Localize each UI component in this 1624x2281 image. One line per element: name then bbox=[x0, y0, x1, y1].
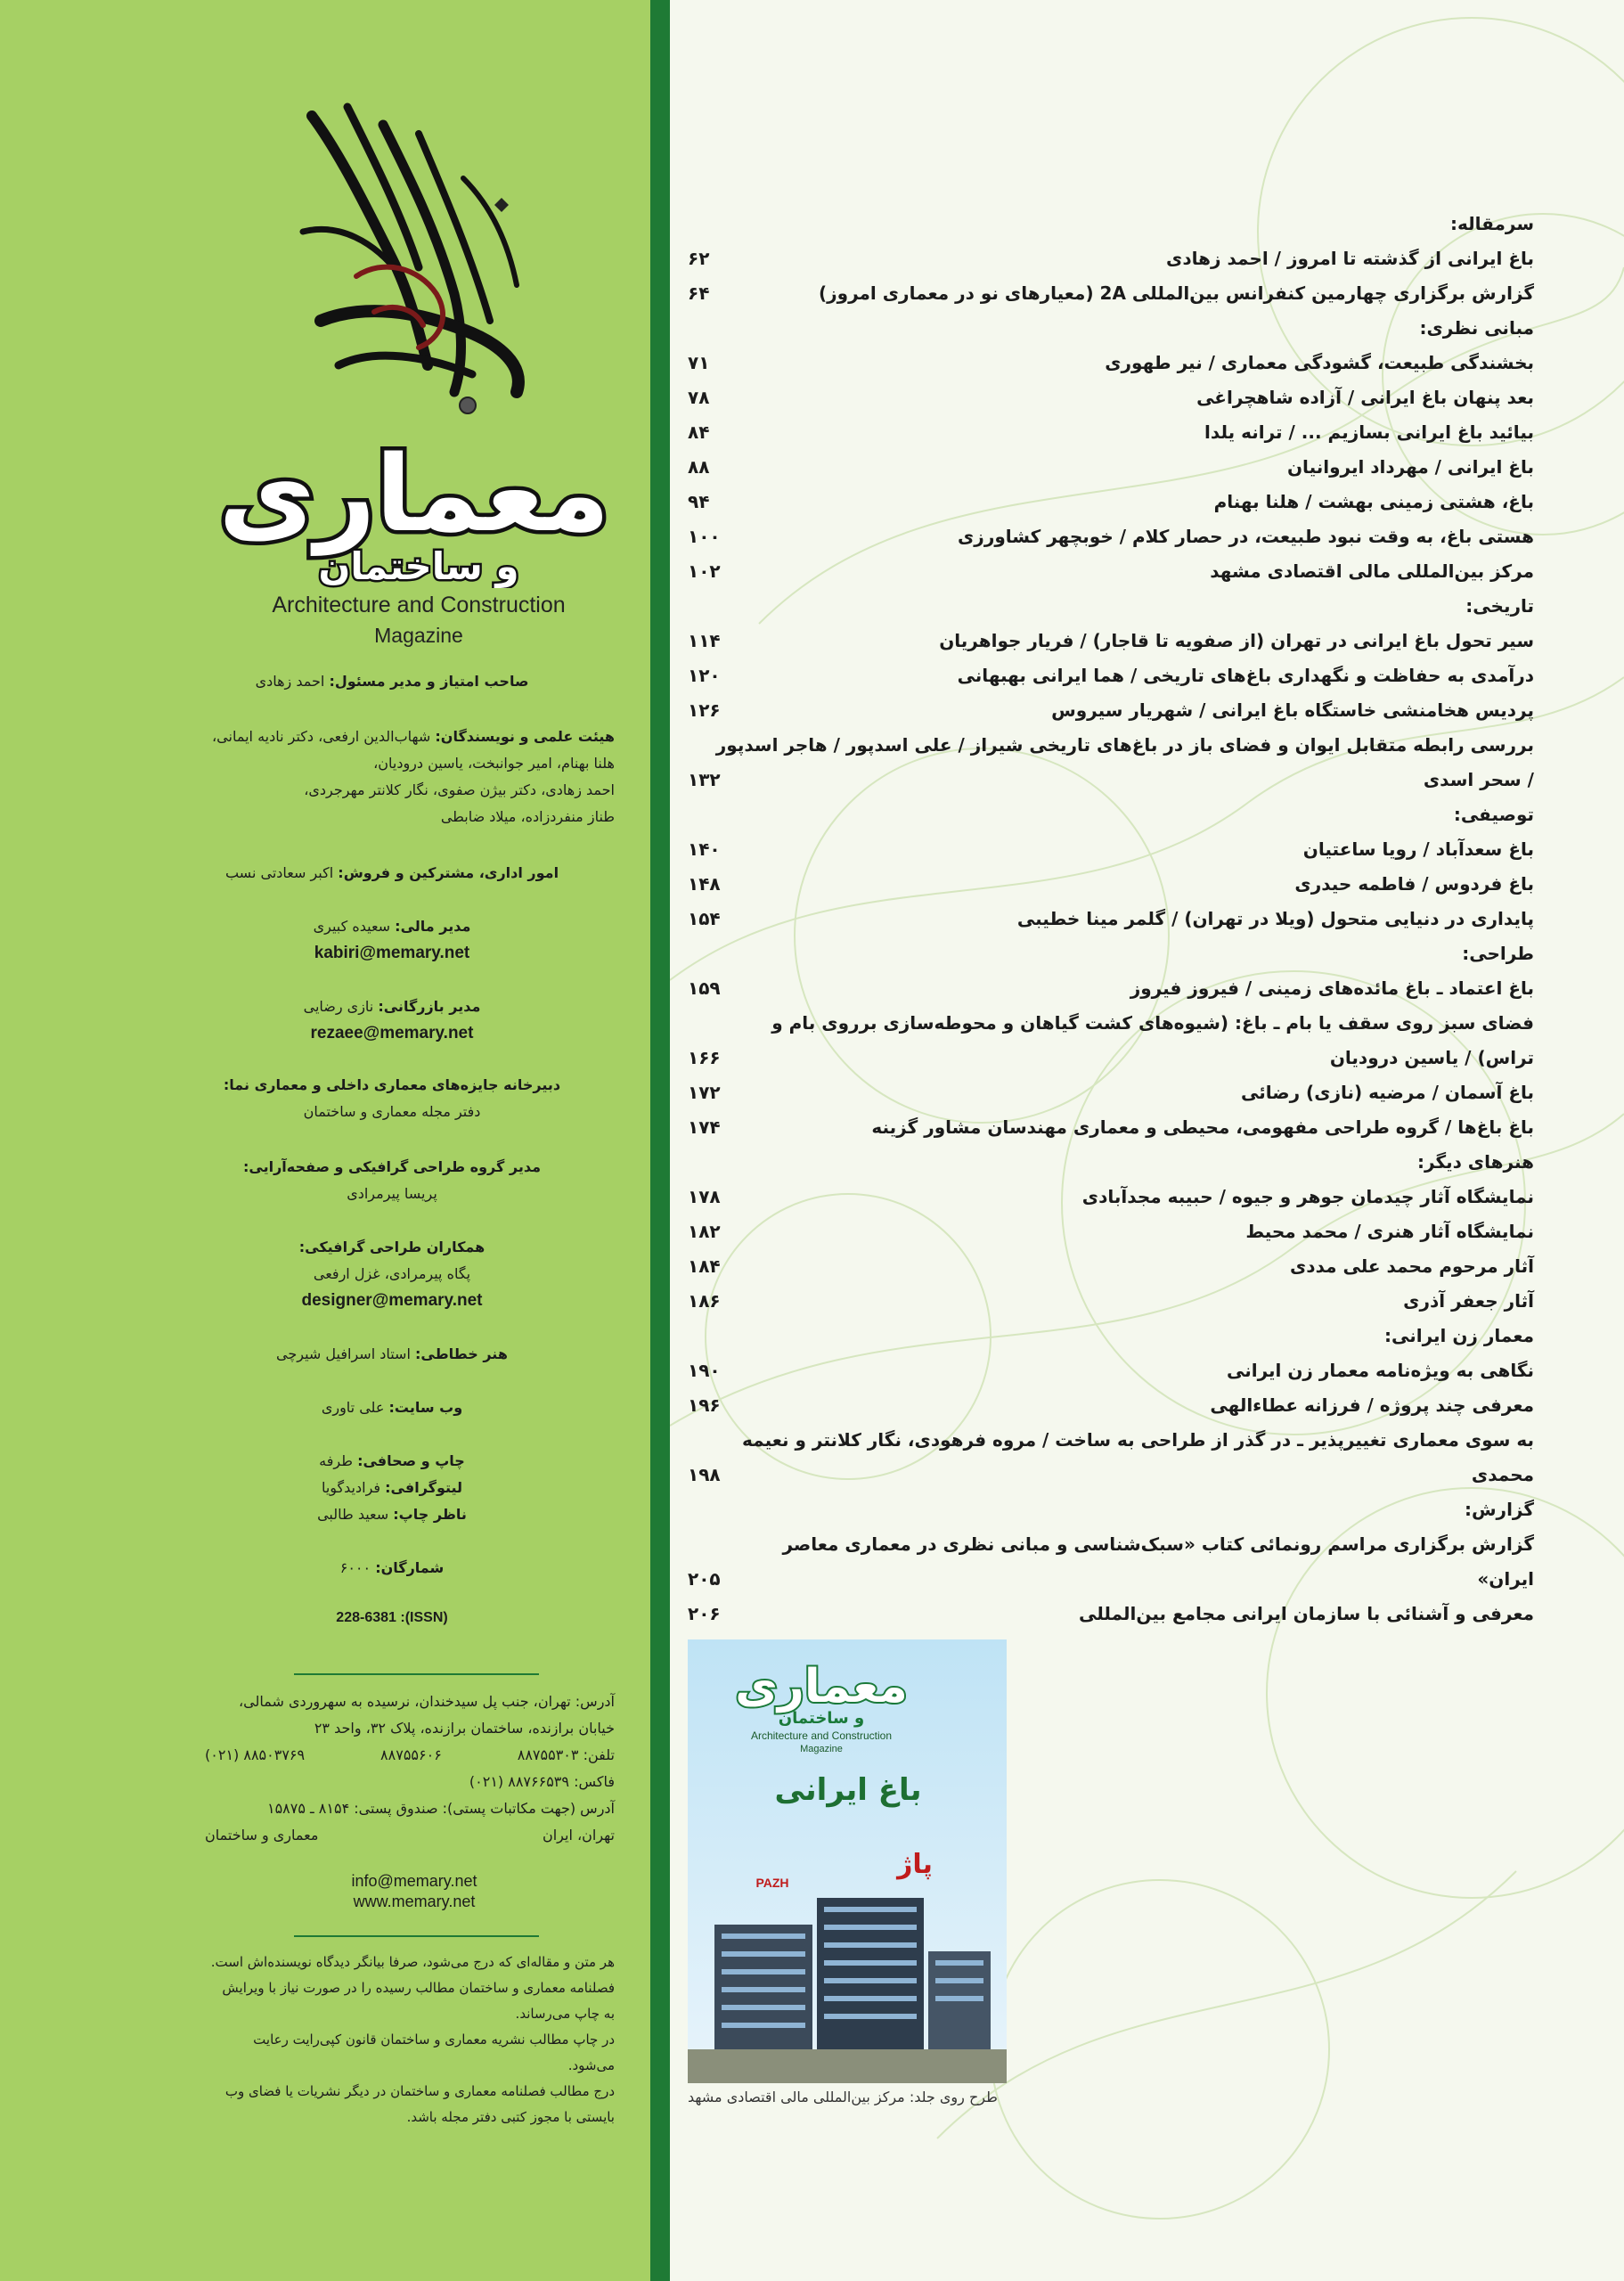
toc-title: محمدی bbox=[1471, 1464, 1534, 1485]
toc-page-number: ۱۵۴ bbox=[688, 908, 721, 929]
toc-title: بیائید باغ ایرانی بسازیم ... / ترانه یلدا bbox=[1204, 421, 1534, 443]
toc-entry[interactable] bbox=[688, 1527, 1605, 1562]
title-en-line2: Magazine bbox=[374, 624, 463, 647]
toc-page-number: ۱۰۰ bbox=[688, 526, 721, 547]
toc-title: هستی باغ، به وقت نبود طبیعت، در حصار کلام / خوبچهر کشاورزی bbox=[957, 526, 1534, 547]
toc-page-number: ۱۸۶ bbox=[688, 1290, 721, 1312]
cover-thumbnail[interactable] bbox=[688, 1639, 1007, 2083]
toc-title: معمار زن ایرانی: bbox=[1383, 1325, 1534, 1346]
logo-fa: معماری bbox=[218, 437, 610, 555]
toc-section-heading bbox=[688, 311, 1605, 346]
toc-page-number: ۱۳۲ bbox=[688, 769, 721, 790]
toc-entry[interactable] bbox=[688, 380, 1605, 415]
toc-entry[interactable] bbox=[688, 1458, 1605, 1492]
table-of-contents bbox=[688, 207, 1605, 1631]
toc-title: نگاهی به ویژه‌نامه معمار زن ایرانی bbox=[1226, 1360, 1534, 1381]
toc-entry[interactable] bbox=[688, 728, 1605, 763]
green-stripe bbox=[650, 0, 670, 2281]
toc-page-number: ۱۹۰ bbox=[688, 1360, 721, 1381]
toc-title: سرمقاله: bbox=[1449, 213, 1534, 234]
toc-title: گزارش: bbox=[1464, 1499, 1534, 1520]
toc-page-number: ۶۲ bbox=[688, 248, 710, 269]
toc-entry[interactable] bbox=[688, 1041, 1605, 1075]
toc-entry[interactable] bbox=[688, 658, 1605, 693]
toc-page-number: ۱۷۴ bbox=[688, 1116, 721, 1138]
toc-page-number: ۱۲۶ bbox=[688, 699, 721, 721]
city-row: تهران، ایران معماری و ساختمان bbox=[205, 1827, 615, 1844]
cover-issue-title: باغ ایرانی bbox=[774, 1772, 922, 1808]
toc-page-number: ۱۵۹ bbox=[688, 977, 721, 999]
cover-brand-fa: پاژ bbox=[897, 1849, 933, 1880]
toc-entry[interactable] bbox=[688, 624, 1605, 658]
toc-title: تراس) / یاسین درودیان bbox=[1329, 1047, 1534, 1068]
toc-title: بررسی رابطه متقابل ایوان و فضای باز در باغ‌های تاریخی شیراز / علی اسدپور / هاجر اسدپور bbox=[715, 734, 1534, 756]
website-credit: وب سایت: علی تاوری bbox=[321, 1399, 463, 1416]
toc-entry[interactable] bbox=[688, 902, 1605, 936]
toc-entry[interactable] bbox=[688, 241, 1605, 276]
toc-entry[interactable] bbox=[688, 1388, 1605, 1423]
print-credits: چاپ و صحافی: طرفه لیتوگرافی: فرادیدگویا ناظر چاپ: سعید طالبی bbox=[317, 1452, 467, 1523]
circulation-credit: شمارگان: ۶۰۰۰ bbox=[339, 1559, 445, 1576]
toc-entry[interactable] bbox=[688, 415, 1605, 450]
divider-top bbox=[294, 1673, 539, 1675]
toc-entry[interactable] bbox=[688, 1006, 1605, 1041]
toc-title: باغ سعدآباد / رویا ساعتیان bbox=[1302, 838, 1534, 860]
toc-entry[interactable] bbox=[688, 450, 1605, 485]
toc-page-number: ۹۴ bbox=[688, 491, 710, 512]
contact-links bbox=[303, 1871, 526, 1912]
cover-title-en-line2: Magazine bbox=[800, 1744, 843, 1754]
toc-title: بخشندگی طبیعت، گشودگی معماری / نیر طهوری bbox=[1105, 352, 1534, 373]
finance-email-link[interactable]: kabiri@memary.net bbox=[314, 944, 470, 962]
toc-page-number: ۷۸ bbox=[688, 387, 710, 408]
toc-section-heading bbox=[688, 1319, 1605, 1353]
cover-title-en-line1: Architecture and Construction bbox=[750, 1729, 893, 1742]
toc-entry[interactable] bbox=[688, 1284, 1605, 1319]
toc-title: بعد پنهان باغ ایرانی / آزاده شاهچراغی bbox=[1196, 387, 1534, 408]
admin-credit: امور اداری، مشترکین و فروش: اکبر سعادتی نسب bbox=[224, 864, 559, 881]
toc-page-number: ۱۰۲ bbox=[688, 560, 721, 582]
toc-entry[interactable] bbox=[688, 763, 1605, 797]
disclaimer: هر متن و مقاله‌ای که درج می‌شود، صرفا بیانگر دیدگاه نویسنده‌اش است. فصلنامه معماری و ساختمان مطالب رسیده را در صورت نیاز با ویرایش به چاپ می‌رساند. در چاپ مطالب نشریه معماری و ساختمان قانون کپی‌رایت رعایت می‌شود. درج مطالب فصلنامه معماری و ساختمان در دیگر نشریات یا فضای وب بایستی با مجوز کتبی دفتر مجله باشد. bbox=[210, 1954, 615, 2125]
calligraphy-credit: هنر خطاطی: استاد اسرافیل شیرچی bbox=[276, 1345, 508, 1362]
toc-entry[interactable] bbox=[688, 693, 1605, 728]
toc-section-heading bbox=[688, 1145, 1605, 1180]
toc-title: باغ باغ‌ها / گروه طراحی مفهومی، محیطی و معماری مهندسان مشاور گزینه bbox=[871, 1116, 1534, 1138]
toc-page-number: ۱۴۰ bbox=[688, 838, 721, 860]
title-en-line1: Architecture and Construction bbox=[272, 593, 566, 617]
toc-entry[interactable] bbox=[688, 971, 1605, 1006]
awards-secretariat: دبیرخانه جایزه‌های معماری داخلی و معماری نما: دفتر مجله معماری و ساختمان bbox=[223, 1076, 561, 1120]
toc-page-number: ۱۷۲ bbox=[688, 1082, 721, 1103]
toc-entry[interactable] bbox=[688, 1075, 1605, 1110]
toc-title: توصیفی: bbox=[1453, 804, 1534, 825]
toc-page-number: ۸۴ bbox=[688, 421, 710, 443]
cover-logo-fa: معماری bbox=[735, 1660, 908, 1713]
toc-title: هنرهای دیگر: bbox=[1417, 1151, 1534, 1173]
toc-page-number: ۷۱ bbox=[688, 352, 710, 373]
toc-title: ایران» bbox=[1477, 1568, 1534, 1590]
toc-title: گزارش برگزاری مراسم رونمائی کتاب «سبک‌شناسی و مبانی نظری در معماری معاصر bbox=[782, 1533, 1534, 1555]
toc-entry[interactable] bbox=[688, 346, 1605, 380]
toc-page-number: ۱۲۰ bbox=[688, 665, 721, 686]
masthead-panel bbox=[0, 0, 650, 2281]
toc-title: گزارش برگزاری چهارمین کنفرانس بین‌المللی 2A (معیارهای نو در معماری امروز) bbox=[819, 282, 1534, 304]
cover-brand: PAZH bbox=[755, 1876, 789, 1890]
toc-section-heading bbox=[688, 936, 1605, 971]
toc-entry[interactable] bbox=[688, 1423, 1605, 1458]
toc-title: آثار مرحوم محمد علی مددی bbox=[1289, 1255, 1534, 1277]
toc-page-number: ۲۰۶ bbox=[688, 1603, 721, 1624]
toc-page-number: ۱۸۴ bbox=[688, 1255, 721, 1277]
info-email-link[interactable]: info@memary.net bbox=[351, 1872, 477, 1890]
toc-page-number: ۲۰۵ bbox=[688, 1568, 721, 1590]
cover-logo-sub: و ساختمان bbox=[778, 1709, 865, 1728]
toc-title: طراحی: bbox=[1462, 943, 1534, 964]
toc-entry[interactable] bbox=[688, 276, 1605, 311]
toc-title: باغ ایرانی / مهرداد ایروانیان bbox=[1286, 456, 1534, 478]
toc-entry[interactable] bbox=[688, 554, 1605, 589]
toc-entry[interactable] bbox=[688, 867, 1605, 902]
toc-section-heading bbox=[688, 1492, 1605, 1527]
publisher-credit: صاحب امتیاز و مدیر مسئول: احمد زهادی bbox=[255, 673, 529, 690]
toc-title: درآمدی به حفاظت و نگهداری باغ‌های تاریخی / هما ایرانی بهبهانی bbox=[957, 665, 1534, 686]
calligraphy-emblem-icon bbox=[285, 98, 543, 428]
issn: (ISSN): 228-6381 bbox=[336, 1610, 448, 1625]
divider-bottom bbox=[294, 1935, 539, 1937]
toc-page-number: ۱۶۶ bbox=[688, 1047, 721, 1068]
marketing-email-link[interactable]: rezaee@memary.net bbox=[310, 1024, 474, 1042]
toc-entry[interactable] bbox=[688, 1110, 1605, 1145]
toc-title: مرکز بین‌المللی مالی اقتصادی مشهد bbox=[1210, 560, 1534, 582]
toc-page-number: ۱۹۸ bbox=[688, 1464, 721, 1485]
toc-page-number: ۱۸۲ bbox=[688, 1221, 721, 1242]
toc-section-heading bbox=[688, 589, 1605, 624]
toc-entry[interactable] bbox=[688, 1214, 1605, 1249]
finance-credit: مدیر مالی: سعیده کبیری kabiri@memary.net bbox=[160, 913, 624, 967]
graphic-head-credit: مدیر گروه طراحی گرافیکی و صفحه‌آرایی: پریسا پیرمرادی bbox=[242, 1158, 541, 1202]
toc-entry[interactable] bbox=[688, 832, 1605, 867]
toc-entry[interactable] bbox=[688, 519, 1605, 554]
toc-entry[interactable] bbox=[688, 1180, 1605, 1214]
toc-page-number: ۸۸ bbox=[688, 456, 710, 478]
toc-page-number: ۶۴ bbox=[688, 282, 710, 304]
magazine-logo bbox=[200, 437, 628, 588]
toc-title: آثار جعفر آذری bbox=[1403, 1290, 1534, 1312]
toc-title: باغ آسمان / مرضیه (نازی) رضائی bbox=[1241, 1082, 1534, 1103]
toc-title: مبانی نظری: bbox=[1419, 317, 1534, 339]
toc-section-heading bbox=[688, 207, 1605, 241]
toc-title: باغ اعتماد ـ باغ مائده‌های زمینی / فیروز فیروز bbox=[1130, 977, 1534, 999]
marketing-credit: مدیر بازرگانی: نازی رضایی rezaee@memary.net bbox=[160, 993, 624, 1047]
editorial-board: هیئت علمی و نویسندگان: شهاب‌الدین ارفعی، دکتر نادیه ایمانی، هلنا بهنام، امیر جوانبخت، یاسین درودیان، احمد زهادی، دکتر بیژن صفوی، نگار کلانتر مهرجردی، طناز منفردزاده، میلاد ضابطی bbox=[212, 728, 615, 825]
cover-caption: طرح روی جلد: مرکز بین‌المللی مالی اقتصادی مشهد bbox=[688, 2089, 998, 2105]
toc-title: پردیس هخامنشی خاستگاه باغ ایرانی / شهریار سیروس bbox=[1051, 699, 1534, 721]
toc-page-number: ۱۹۶ bbox=[688, 1394, 721, 1416]
toc-entry[interactable] bbox=[688, 1597, 1605, 1631]
contents-panel bbox=[670, 0, 1624, 2281]
toc-entry[interactable] bbox=[688, 1249, 1605, 1284]
toc-title: باغ ایرانی از گذشته تا امروز / احمد زهادی bbox=[1166, 248, 1534, 269]
toc-entry[interactable] bbox=[688, 1562, 1605, 1597]
toc-title: باغ فردوس / فاطمه حیدری bbox=[1294, 873, 1534, 895]
toc-title: نمایشگاه آثار چیدمان جوهر و جیوه / حبیبه مجدآبادی bbox=[1081, 1186, 1534, 1207]
toc-page-number: ۱۱۴ bbox=[688, 630, 721, 651]
toc-page-number: ۱۷۸ bbox=[688, 1186, 721, 1207]
toc-page-number: ۱۴۸ bbox=[688, 873, 721, 895]
designer-email-link[interactable]: designer@memary.net bbox=[301, 1291, 483, 1310]
logo-sub: و ساختمان bbox=[318, 544, 519, 588]
toc-title: تاریخی: bbox=[1465, 595, 1534, 617]
toc-entry[interactable] bbox=[688, 485, 1605, 519]
website-link[interactable]: www.memary.net bbox=[353, 1893, 476, 1910]
toc-entry[interactable] bbox=[688, 1353, 1605, 1388]
toc-title: به سوی معماری تغییرپذیر ـ در گذر از طراحی به ساخت / مروه فرهودی، نگار کلانتر و نعیمه bbox=[742, 1429, 1534, 1451]
toc-title: پایداری در دنیایی متحول (ویلا در تهران) / گلمر مینا خطیبی bbox=[1016, 908, 1534, 929]
toc-title: نمایشگاه آثار هنری / محمد محیط bbox=[1245, 1221, 1534, 1242]
toc-section-heading bbox=[688, 797, 1605, 832]
toc-title: باغ، هشتی زمینی بهشت / هلنا بهنام bbox=[1213, 491, 1534, 512]
toc-title: معرفی چند پروژه / فرزانه عطاءالهی bbox=[1210, 1394, 1534, 1416]
graphic-team-credit: همکاران طراحی گرافیکی: پگاه پیرمرادی، غزل ارفعی designer@memary.net bbox=[160, 1234, 624, 1314]
toc-title: فضای سبز روی سقف یا بام ـ باغ: (شیوه‌های کشت گیاهان و محوطه‌سازی برروی بام و bbox=[771, 1012, 1534, 1034]
toc-title: معرفی و آشنائی با سازمان ایرانی مجامع بین‌المللی bbox=[1079, 1603, 1534, 1624]
toc-title: سیر تحول باغ ایرانی در تهران (از صفویه تا قاجار) / فریار جواهریان bbox=[939, 630, 1534, 651]
phone-row: تلفن: ۸۸۷۵۵۳۰۳ ۸۸۷۵۵۶۰۶ ۸۸۵۰۳۷۶۹ (۰۲۱) bbox=[205, 1746, 615, 1763]
contact-address: آدرس: تهران، جنب پل سیدخندان، نرسیده به سهروردی شمالی، خیابان برازنده، ساختمان برازنده، پلاک ۳۲، واحد ۲۳ تلفن: ۸۸۷۵۵۳۰۳ ۸۸۷۵۵۶۰۶ ۸۸۵۰۳۷۶۹ (۰۲۱) فاکس: ۸۸۷۶۶۵۳۹ (۰۲۱) آدرس (جهت مکاتبات پستی): صندوق پستی: ۸۱۵۴ ـ ۱۵۸۷۵ تهران، ایران معماری و ساختمان bbox=[205, 1688, 615, 1849]
toc-title: / سحر اسدی bbox=[1423, 769, 1534, 790]
